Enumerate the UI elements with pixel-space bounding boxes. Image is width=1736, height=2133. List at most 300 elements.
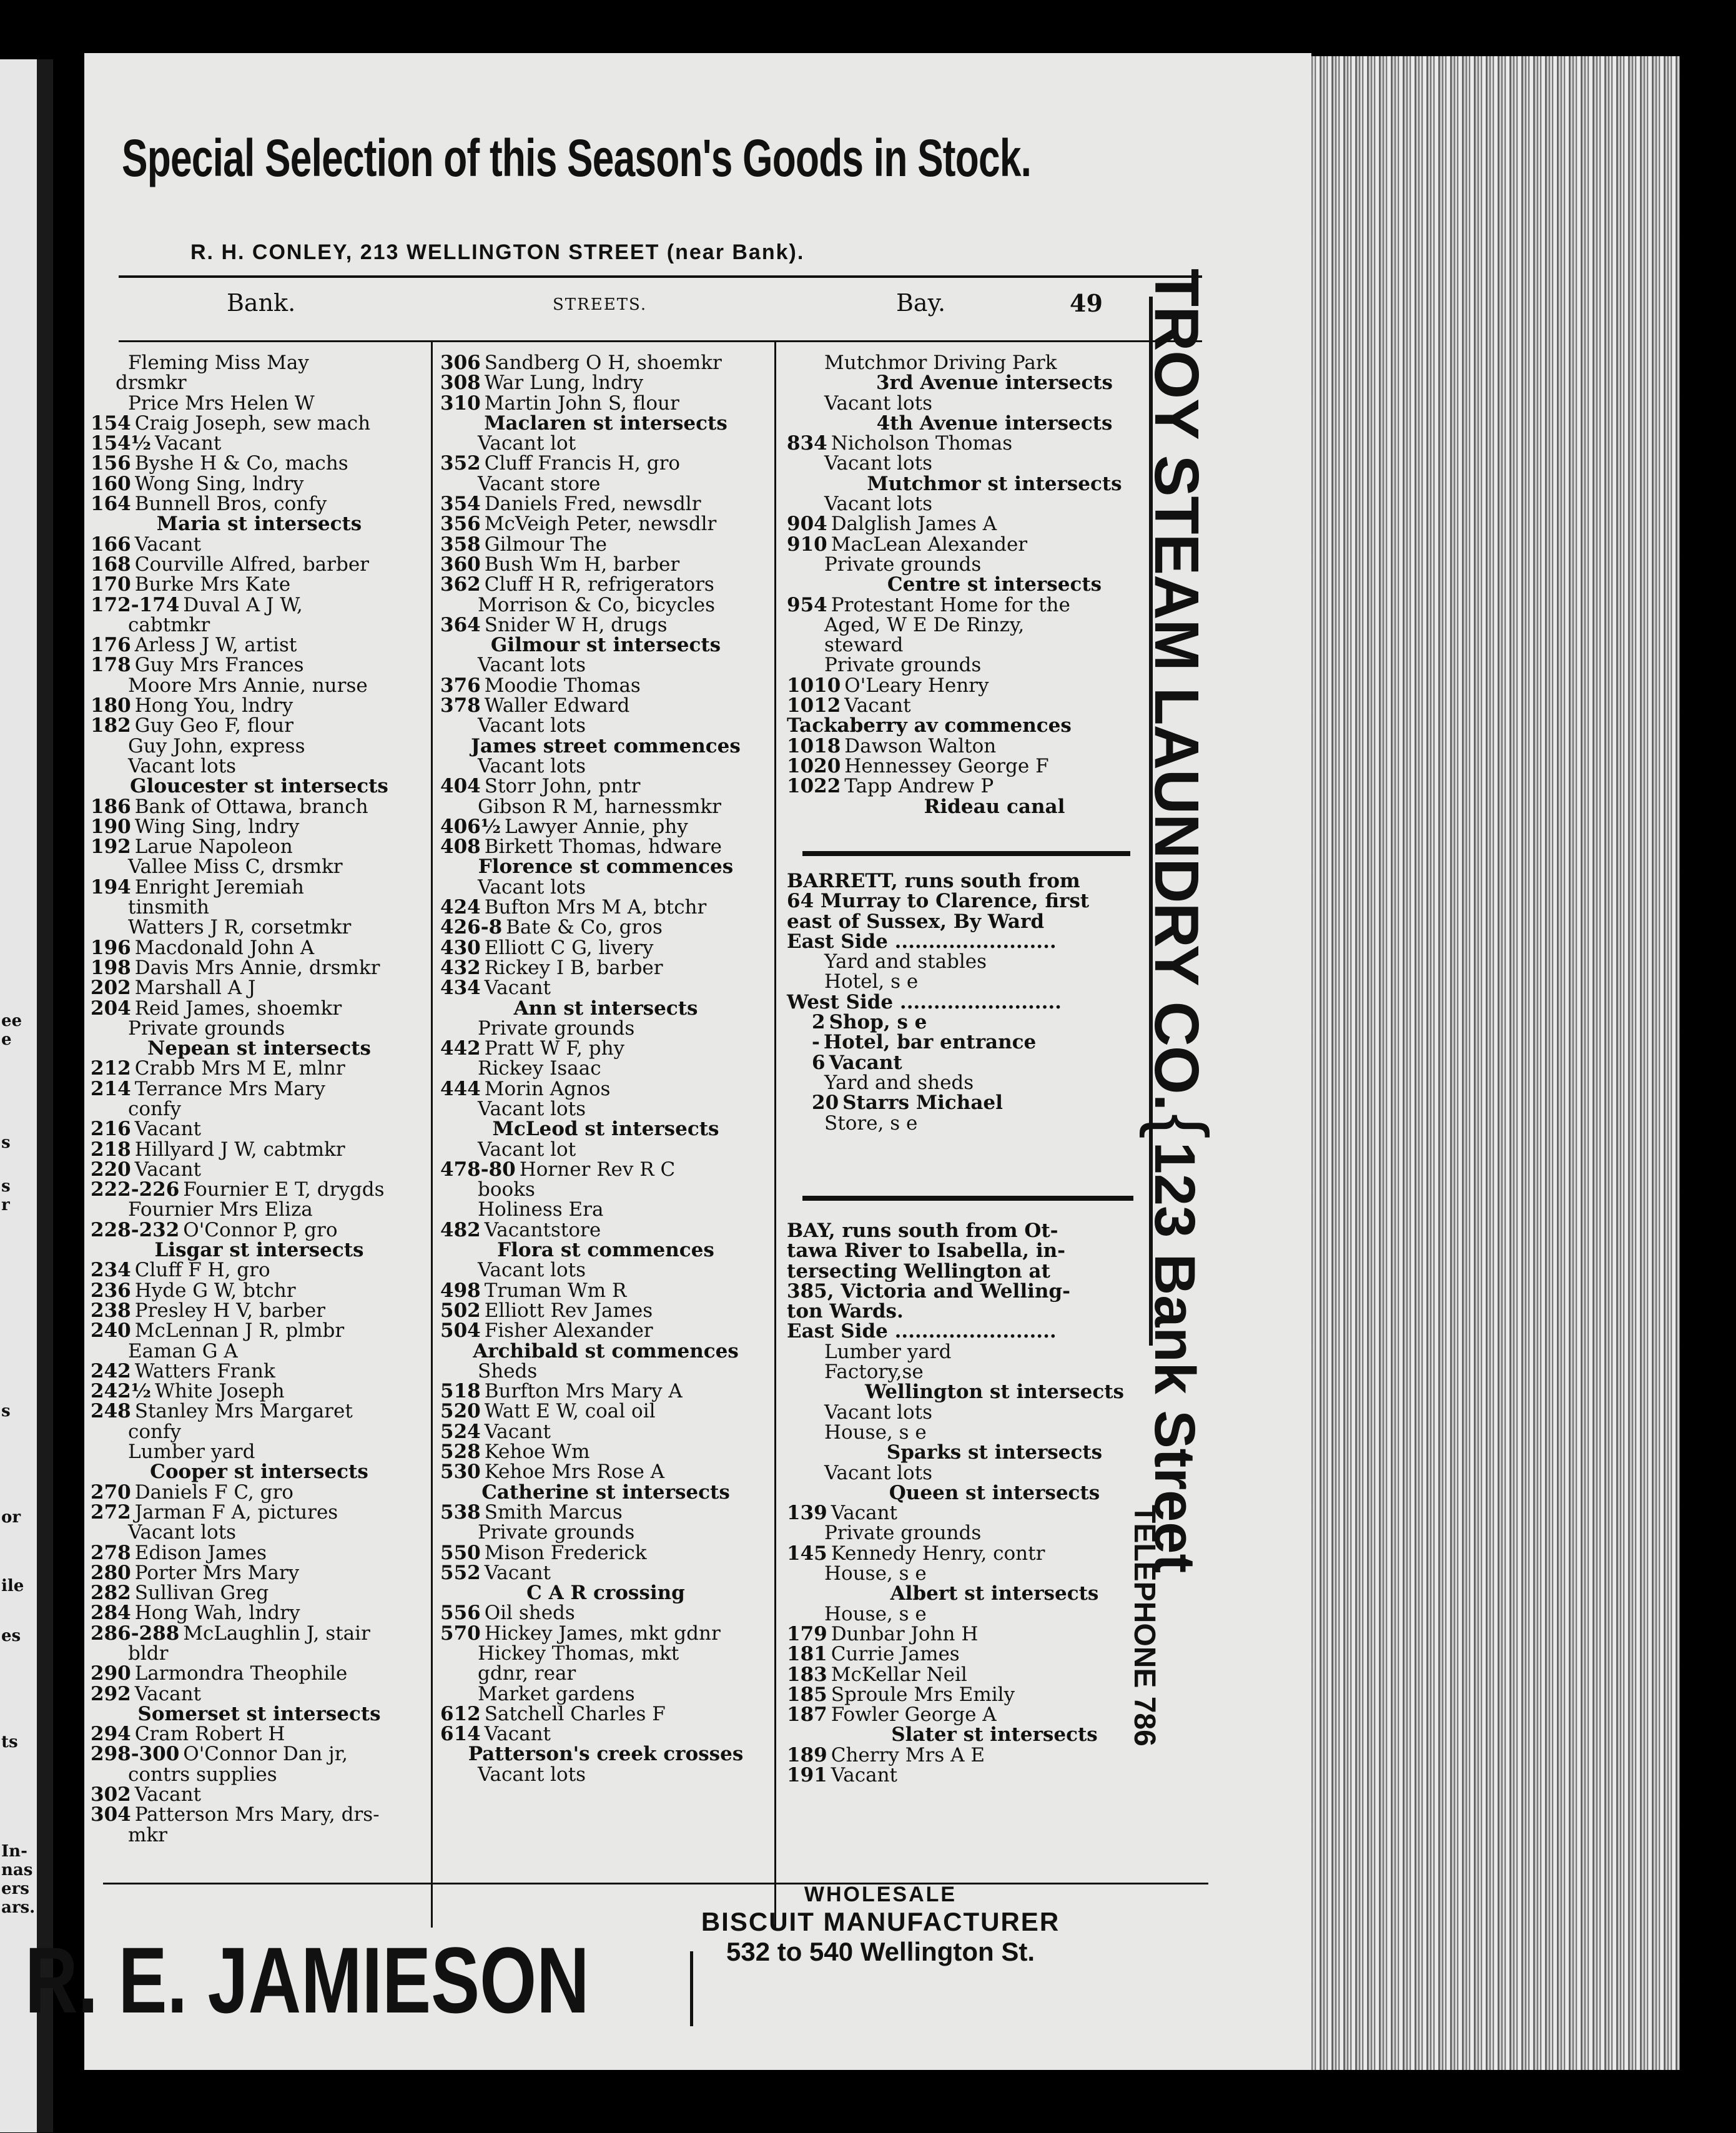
- directory-entry: [91, 1462, 428, 1482]
- house-number: 308: [440, 372, 481, 395]
- directory-entry: [440, 1079, 771, 1099]
- directory-entry: [440, 554, 771, 574]
- entry-text: Market gardens: [478, 1682, 635, 1705]
- house-number: 550: [440, 1541, 481, 1564]
- entry-text: Birkett Thomas, hdware: [484, 835, 722, 859]
- directory-entry: [440, 655, 771, 675]
- entry-text: Private grounds: [128, 1017, 285, 1040]
- entry-text: Horner Rev R C: [519, 1158, 676, 1181]
- entry-text: Sandberg O H, shoemkr: [484, 352, 722, 374]
- entry-text: Edison James: [134, 1541, 267, 1564]
- directory-entry: [440, 1765, 771, 1785]
- entry-text: Lumber yard: [128, 1441, 255, 1464]
- entry-text: Marshall A J: [134, 977, 256, 1000]
- house-number: 6: [812, 1051, 826, 1074]
- house-number: 156: [91, 452, 131, 475]
- directory-entry: [440, 1099, 771, 1119]
- entry-text: Mutchmor Driving Park: [824, 352, 1057, 374]
- house-number: 290: [91, 1662, 131, 1685]
- entry-text: Kehoe Wm: [484, 1441, 590, 1464]
- column-divider-2: [774, 342, 776, 1928]
- entry-text: Maclaren st intersects: [484, 411, 727, 435]
- entry-text: Slater st intersects: [891, 1723, 1098, 1746]
- directory-entry: [91, 1563, 428, 1583]
- entry-text: Vacant lots: [478, 1097, 586, 1120]
- house-number: 478-80: [440, 1158, 516, 1181]
- entry-text: Vacant lots: [824, 452, 933, 475]
- entry-text: Catherine st intersects: [481, 1480, 730, 1504]
- directory-entry: [440, 1623, 771, 1643]
- directory-entry: [440, 1180, 771, 1200]
- entry-text: Bush Wm H, barber: [484, 553, 680, 576]
- entry-text: Jarman F A, pictures: [134, 1500, 338, 1524]
- entry-text: O'Connor Dan jr,: [183, 1743, 348, 1766]
- entry-text: Craig Joseph, sew mach: [134, 411, 371, 435]
- directory-entry: [91, 1381, 428, 1401]
- directory-entry: [91, 554, 428, 574]
- directory-entry: [91, 1058, 428, 1078]
- house-number: 612: [440, 1702, 481, 1725]
- entry-text: Smith Marcus: [484, 1500, 623, 1524]
- house-number: 444: [440, 1077, 481, 1100]
- house-number: 216: [91, 1118, 131, 1141]
- directory-entry: [440, 1482, 771, 1502]
- house-number: 179: [787, 1622, 827, 1645]
- house-number: 294: [91, 1723, 131, 1746]
- house-number: 378: [440, 694, 481, 717]
- entry-text: tersecting Wellington at: [787, 1259, 1050, 1283]
- entry-text: Cram Robert H: [134, 1723, 285, 1746]
- directory-entry: [440, 1442, 771, 1462]
- directory-entry: [91, 1160, 428, 1180]
- entry-text: Gloucester st intersects: [130, 775, 388, 798]
- directory-entry: [440, 1058, 771, 1078]
- side-ad-brace: {: [1139, 1113, 1223, 1139]
- entry-text: Vacant lots: [824, 493, 933, 516]
- house-number: 190: [91, 815, 131, 838]
- directory-entry: [91, 353, 428, 373]
- directory-entry: [440, 857, 771, 877]
- entry-text: books: [478, 1178, 535, 1201]
- house-number: 360: [440, 553, 481, 576]
- entry-text: Yard and sheds: [824, 1071, 974, 1094]
- entry-text: Storr John, pntr: [484, 775, 641, 798]
- entry-text: West Side ........................: [787, 990, 1062, 1013]
- entry-text: O'Leary Henry: [844, 674, 989, 697]
- directory-entry: [91, 1401, 428, 1421]
- running-head-center: STREETS.: [553, 295, 648, 314]
- adjacent-page-fragment: ers: [1, 1879, 29, 1898]
- entry-text: Dalglish James A: [831, 513, 997, 536]
- entry-text: McLaughlin J, stair: [183, 1622, 370, 1645]
- directory-entry: [440, 1704, 771, 1724]
- directory-entry: [440, 958, 771, 978]
- directory-entry: [440, 413, 771, 433]
- directory-entry: [440, 534, 771, 554]
- directory-entry: [91, 1361, 428, 1381]
- entry-text: Fowler George A: [831, 1703, 997, 1727]
- entry-text: Vacant lots: [824, 1461, 933, 1484]
- directory-entry: [91, 1583, 428, 1603]
- house-number: 1018: [787, 734, 841, 757]
- side-ad-telephone: TELEPHONE 786: [1128, 1505, 1161, 1746]
- directory-entry: [440, 1260, 771, 1280]
- adjacent-page-fragment: ars.: [1, 1898, 36, 1917]
- directory-entry: [440, 494, 771, 514]
- entry-text: Rideau canal: [924, 795, 1065, 818]
- entry-text: Lisgar st intersects: [154, 1239, 364, 1262]
- house-number: 270: [91, 1480, 131, 1504]
- entry-text: Price Mrs Helen W: [128, 392, 315, 415]
- entry-text: Larmondra Theophile: [134, 1662, 348, 1685]
- house-number: 198: [91, 956, 131, 979]
- entry-text: Elliott Rev James: [484, 1299, 653, 1322]
- directory-entry: [440, 453, 771, 473]
- entry-text: Vacant: [134, 533, 202, 556]
- entry-text: Courville Alfred, barber: [134, 553, 369, 576]
- directory-entry: [91, 1260, 428, 1280]
- directory-entry: [91, 474, 428, 494]
- house-number: 236: [91, 1279, 131, 1302]
- house-number: 302: [91, 1783, 131, 1806]
- directory-entry: [91, 1603, 428, 1623]
- directory-entry: [440, 1240, 771, 1260]
- house-number: 502: [440, 1299, 481, 1322]
- house-number: 356: [440, 513, 481, 536]
- entry-text: Hong You, lndry: [134, 694, 293, 717]
- house-number: 434: [440, 977, 481, 1000]
- house-number: 186: [91, 795, 131, 818]
- house-number: 191: [787, 1764, 827, 1787]
- entry-text: Patterson Mrs Mary, drs-: [134, 1803, 380, 1826]
- adjacent-page-fragment: In-: [1, 1842, 27, 1861]
- house-number: 530: [440, 1461, 481, 1484]
- adjacent-page-fragment: es: [1, 1627, 21, 1645]
- directory-entry: [440, 877, 771, 897]
- directory-entry: [440, 514, 771, 534]
- entry-text: ton Wards.: [787, 1300, 904, 1323]
- house-number: 222-226: [91, 1178, 180, 1201]
- entry-text: Private grounds: [478, 1017, 635, 1040]
- directory-entry: [91, 696, 428, 716]
- entry-text: Vacant: [484, 977, 551, 1000]
- directory-entry: [440, 696, 771, 716]
- entry-text: C A R crossing: [526, 1582, 685, 1605]
- entry-text: Davis Mrs Annie, drsmkr: [134, 956, 380, 979]
- entry-text: Snider W H, drugs: [484, 613, 668, 636]
- house-number: 238: [91, 1299, 131, 1322]
- entry-text: Bank of Ottawa, branch: [134, 795, 368, 818]
- entry-text: Lumber yard: [824, 1340, 952, 1363]
- directory-entry: [440, 393, 771, 413]
- directory-entry: [440, 1543, 771, 1563]
- directory-page: [84, 53, 1311, 2070]
- directory-entry: [91, 1522, 428, 1542]
- directory-entry: [440, 1603, 771, 1623]
- house-number: 538: [440, 1500, 481, 1524]
- directory-entry: [440, 1140, 771, 1160]
- banner-headline: Special Selection of this Season's Goods in Stock.: [122, 129, 1032, 187]
- directory-entry: [91, 574, 428, 594]
- entry-text: Queen st intersects: [889, 1481, 1100, 1504]
- directory-entry: [440, 1744, 771, 1764]
- directory-entry: [440, 1341, 771, 1361]
- house-number: 178: [91, 654, 131, 677]
- house-number: 432: [440, 956, 481, 979]
- house-number: 528: [440, 1441, 481, 1464]
- house-number: 518: [440, 1380, 481, 1403]
- house-number: -: [812, 1031, 820, 1054]
- entry-text: 64 Murray to Clarence, first: [787, 890, 1090, 913]
- entry-text: Terrance Mrs Mary: [134, 1077, 325, 1100]
- entry-text: McLennan J R, plmbr: [134, 1319, 345, 1342]
- house-number: 292: [91, 1682, 131, 1705]
- entry-text: House, s e: [824, 1602, 927, 1625]
- house-number: 145: [787, 1542, 827, 1565]
- directory-entry: [440, 1522, 771, 1542]
- entry-text: Morin Agnos: [484, 1077, 611, 1100]
- directory-entry: [91, 393, 428, 413]
- directory-entry: [91, 998, 428, 1018]
- footer-ad-line3: 532 to 540 Wellington St.: [726, 1937, 1035, 1966]
- house-number: 218: [91, 1138, 131, 1161]
- entry-text: Vacant lots: [478, 875, 586, 899]
- adjacent-page-fragment: s: [1, 1402, 11, 1421]
- entry-text: Fisher Alexander: [484, 1319, 653, 1342]
- house-number: 424: [440, 896, 481, 919]
- entry-text: Hotel, s e: [824, 970, 919, 993]
- entry-text: White Joseph: [155, 1380, 285, 1403]
- entry-text: Vacant store: [478, 472, 601, 495]
- house-number: 180: [91, 694, 131, 717]
- entry-text: Vacant lots: [478, 1763, 586, 1786]
- directory-entry: [91, 635, 428, 655]
- entry-text: Gilmour st intersects: [490, 634, 721, 657]
- entry-text: Vacant lots: [478, 654, 586, 677]
- entry-text: Hong Wah, lndry: [134, 1602, 300, 1625]
- entry-text: Archibald st commences: [473, 1339, 739, 1362]
- entry-text: Vacant: [484, 1420, 551, 1443]
- entry-text: Vacant lots: [478, 714, 586, 737]
- entry-text: Sparks st intersects: [886, 1441, 1103, 1464]
- house-number: 228-232: [91, 1218, 180, 1241]
- footer-ad-details: [624, 1883, 1137, 1967]
- entry-text: Gibson R M, harnessmkr: [478, 795, 721, 818]
- entry-text: Morrison & Co, bicycles: [478, 593, 716, 616]
- house-number: 408: [440, 835, 481, 859]
- directory-entry: [91, 1724, 428, 1744]
- entry-text: Martin John S, flour: [484, 392, 679, 415]
- entry-text: steward: [824, 634, 904, 657]
- entry-text: Bufton Mrs M A, btchr: [484, 896, 707, 919]
- entry-text: Vacant: [134, 1783, 202, 1806]
- directory-entry: [440, 574, 771, 594]
- entry-text: Fleming Miss May: [128, 352, 309, 374]
- entry-text: McLeod st intersects: [492, 1118, 719, 1141]
- entry-text: Kennedy Henry, contr: [831, 1542, 1045, 1565]
- entry-text: Moodie Thomas: [484, 674, 641, 697]
- directory-entry: [91, 1018, 428, 1038]
- house-number: 286-288: [91, 1622, 180, 1645]
- directory-entry: [91, 797, 428, 817]
- directory-entry: [440, 1583, 771, 1603]
- house-number: 189: [787, 1743, 827, 1766]
- directory-entry: [91, 453, 428, 473]
- directory-entry: [440, 1643, 771, 1663]
- house-number: 176: [91, 634, 131, 657]
- entry-text: Daniels F C, gro: [134, 1480, 293, 1504]
- entry-text: Oil sheds: [484, 1602, 575, 1625]
- house-number: 298-300: [91, 1743, 180, 1766]
- house-number: 306: [440, 352, 481, 374]
- running-head-right: Bay.: [896, 289, 946, 317]
- directory-entry: [91, 1765, 428, 1785]
- directory-entry: [91, 1099, 428, 1119]
- entry-text: Holiness Era: [478, 1198, 604, 1221]
- house-number: 404: [440, 775, 481, 798]
- directory-entry: [440, 373, 771, 393]
- entry-text: Porter Mrs Mary: [134, 1561, 300, 1584]
- adjacent-page-fragment: ile: [1, 1577, 24, 1595]
- directory-entry: [91, 1240, 428, 1260]
- house-number: 354: [440, 493, 481, 516]
- house-number: 214: [91, 1077, 131, 1100]
- entry-text: Vacant: [844, 694, 911, 717]
- entry-text: Moore Mrs Annie, nurse: [128, 674, 368, 697]
- entry-text: O'Connor P, gro: [183, 1218, 338, 1241]
- house-number: 204: [91, 997, 131, 1020]
- entry-text: Shop, s e: [829, 1011, 927, 1034]
- house-number: 2: [812, 1011, 826, 1034]
- adjacent-page-fragment: r: [1, 1196, 10, 1214]
- directory-entry: [440, 736, 771, 756]
- house-number: 362: [440, 573, 481, 596]
- directory-entry: [91, 938, 428, 958]
- header-rule: [119, 275, 1202, 278]
- entry-text: Pratt W F, phy: [484, 1037, 625, 1060]
- troy-laundry-ad: [1128, 268, 1224, 1879]
- entry-text: Maria st intersects: [156, 513, 362, 536]
- directory-entry: [440, 1200, 771, 1219]
- house-number: 166: [91, 533, 131, 556]
- entry-text: BAY, runs south from Ot-: [787, 1219, 1058, 1242]
- directory-entry: [91, 1684, 428, 1704]
- side-ad-name: TROY STEAM LAUNDRY CO.: [1142, 268, 1211, 1111]
- entry-text: Vacant: [484, 1723, 551, 1746]
- house-number: 181: [787, 1643, 827, 1666]
- entry-text: Mutchmor st intersects: [867, 472, 1122, 495]
- directory-entry: [91, 756, 428, 776]
- page-number: 49: [1070, 289, 1103, 317]
- house-number: 160: [91, 472, 131, 495]
- house-number: 220: [91, 1158, 131, 1181]
- entry-text: Flora st commences: [497, 1239, 714, 1262]
- entry-text: 385, Victoria and Welling-: [787, 1279, 1070, 1303]
- entry-text: Hennessey George F: [844, 754, 1049, 777]
- directory-entry: [91, 1744, 428, 1764]
- house-number: 185: [787, 1683, 827, 1706]
- column-divider-1: [431, 342, 433, 1928]
- house-number: 304: [91, 1803, 131, 1826]
- house-number: 376: [440, 674, 481, 697]
- entry-text: Watters J R, corsetmkr: [128, 916, 352, 939]
- directory-entry: [91, 1543, 428, 1563]
- entry-text: Vacantstore: [484, 1218, 601, 1241]
- house-number: 406½: [440, 815, 501, 838]
- directory-entry: [91, 958, 428, 978]
- entry-text: bldr: [128, 1642, 169, 1665]
- entry-text: Eaman G A: [128, 1339, 238, 1362]
- house-number: 310: [440, 392, 481, 415]
- entry-text: Protestant Home for the: [831, 593, 1070, 616]
- directory-entry: [91, 917, 428, 937]
- directory-entry: [91, 1341, 428, 1361]
- section-rule-bay: [802, 1196, 1133, 1201]
- entry-text: tinsmith: [128, 896, 209, 919]
- entry-text: Truman Wm R: [484, 1279, 627, 1302]
- house-number: 168: [91, 553, 131, 576]
- directory-entry: [440, 615, 771, 635]
- house-number: 352: [440, 452, 481, 475]
- entry-text: east of Sussex, By Ward: [787, 910, 1045, 933]
- directory-entry: [91, 655, 428, 675]
- directory-entry: [91, 1220, 428, 1240]
- entry-text: Dunbar John H: [831, 1622, 979, 1645]
- house-number: 498: [440, 1279, 481, 1302]
- entry-text: Vacant lots: [128, 1521, 237, 1544]
- banner-advertiser: R. H. CONLEY, 213 WELLINGTON STREET (near Bank).: [190, 240, 805, 264]
- house-number: 183: [787, 1663, 827, 1686]
- entry-text: Mison Frederick: [484, 1541, 647, 1564]
- entry-text: mkr: [128, 1823, 167, 1846]
- entry-text: Larue Napoleon: [134, 835, 293, 859]
- directory-entry: [440, 1321, 771, 1341]
- house-number: 524: [440, 1420, 481, 1443]
- entry-text: McVeigh Peter, newsdlr: [484, 513, 717, 536]
- directory-entry: [91, 736, 428, 756]
- house-number: 556: [440, 1602, 481, 1625]
- directory-entry: [91, 1623, 428, 1643]
- house-number: 154½: [91, 432, 152, 455]
- directory-entry: [91, 1805, 428, 1825]
- directory-entry: [91, 373, 428, 393]
- entry-text: Vacant: [831, 1502, 898, 1525]
- house-number: 139: [787, 1502, 827, 1525]
- entry-text: Vacant lots: [824, 1401, 933, 1424]
- house-number: 202: [91, 977, 131, 1000]
- house-number: 834: [787, 432, 827, 455]
- directory-entry: [440, 1220, 771, 1240]
- entry-text: Lawyer Annie, phy: [505, 815, 688, 838]
- directory-entry: [91, 1140, 428, 1160]
- entry-text: Private grounds: [824, 654, 982, 677]
- entry-text: Vacant: [484, 1561, 551, 1584]
- entry-text: confy: [128, 1097, 181, 1120]
- house-number: 614: [440, 1723, 481, 1746]
- directory-entry: [440, 716, 771, 736]
- directory-entry: [440, 1361, 771, 1381]
- entry-text: Guy Geo F, flour: [134, 714, 293, 737]
- entry-text: Store, s e: [824, 1111, 918, 1135]
- directory-entry: [91, 1482, 428, 1502]
- footer-ad-name: R. E. JAMIESON: [25, 1928, 589, 2032]
- entry-text: Watt E W, coal oil: [484, 1400, 656, 1423]
- entry-text: Guy Mrs Frances: [134, 654, 304, 677]
- entry-text: gdnr, rear: [478, 1662, 576, 1685]
- directory-entry: [440, 676, 771, 696]
- entry-text: Private grounds: [824, 553, 982, 576]
- entry-text: Vacant: [134, 1682, 202, 1705]
